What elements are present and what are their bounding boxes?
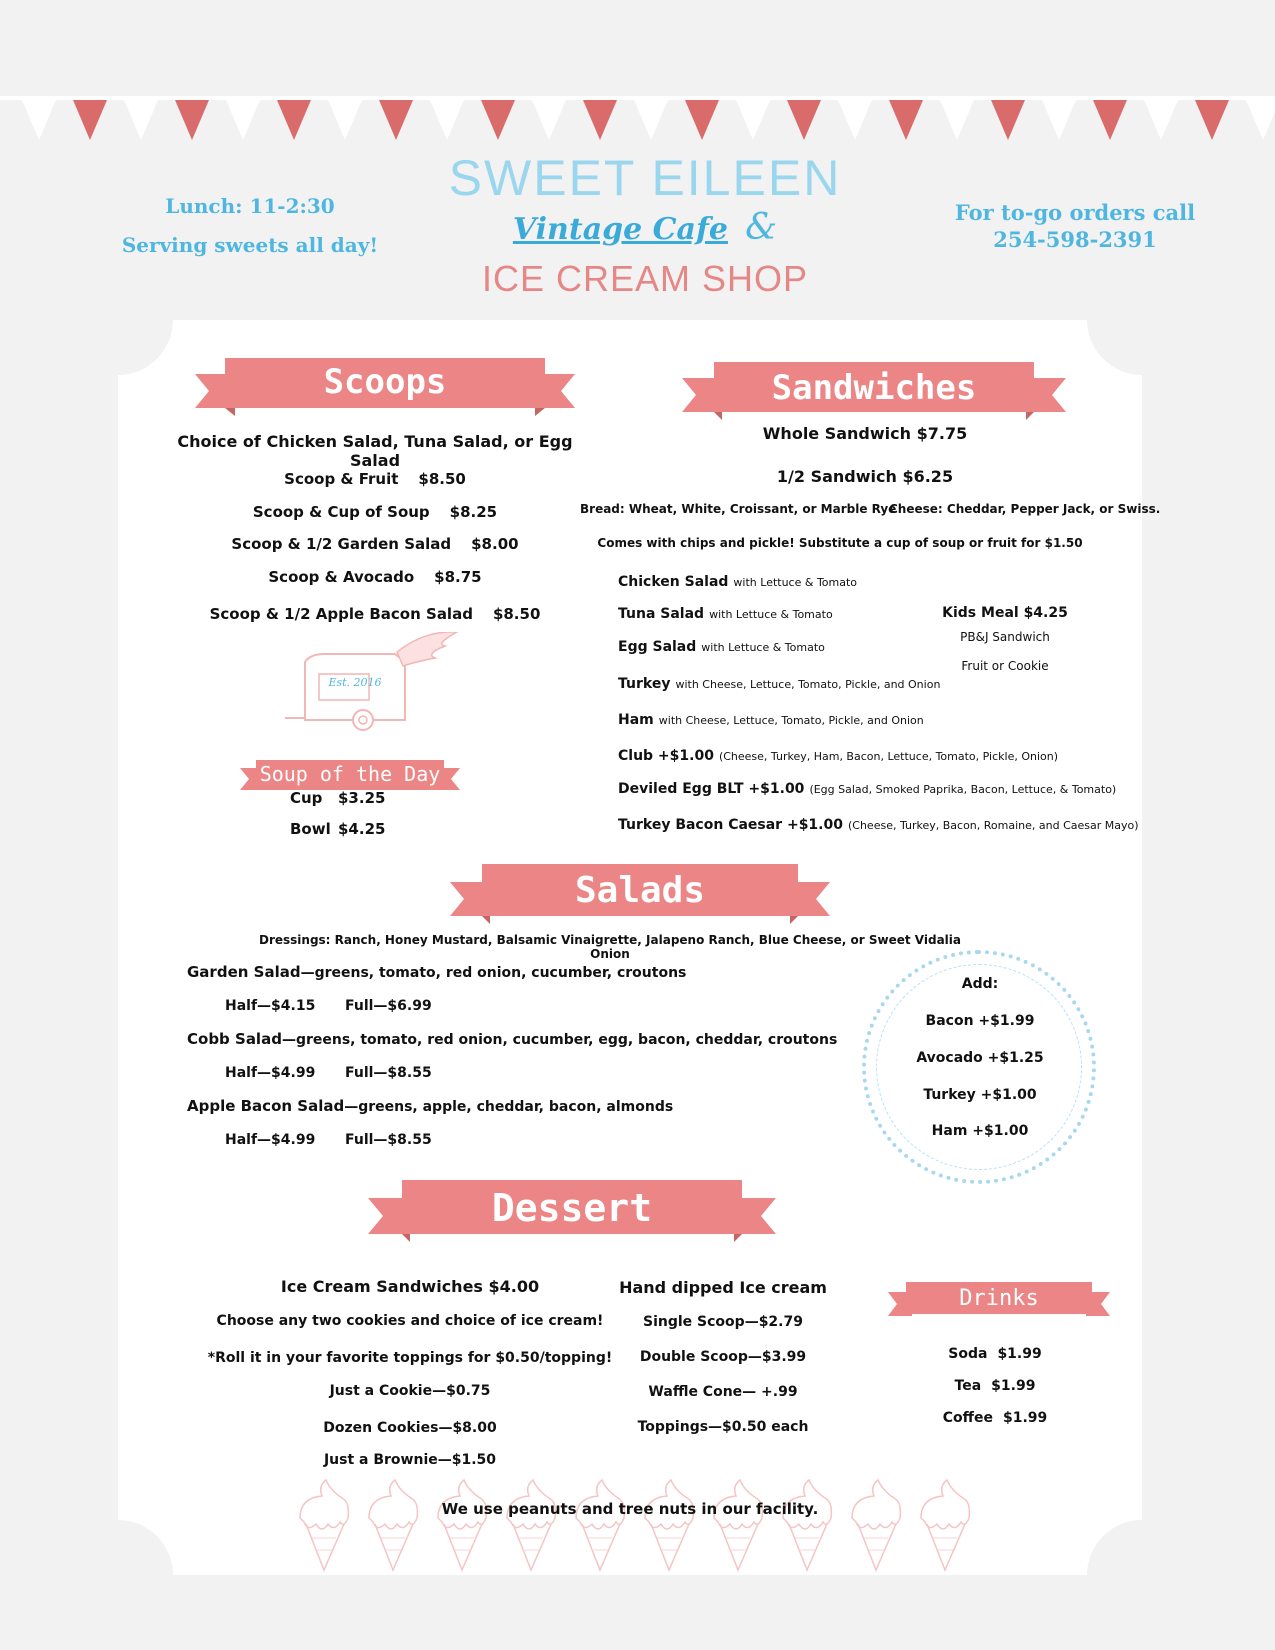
bread-options: Bread: Wheat, White, Croissant, or Marble Rye <box>580 502 897 516</box>
sandwich-item-name: Chicken Salad <box>618 574 729 590</box>
sandwiches-title: Sandwiches <box>771 368 977 408</box>
scoop-item-name: Scoop & Cup of Soup <box>252 503 430 521</box>
ice-cream-item: Double Scoop—$3.99 <box>639 1349 807 1365</box>
sandwich-item-detail: with Cheese, Lettuce, Tomato, Pickle, and Onion <box>658 714 924 727</box>
sandwich-item-detail: with Lettuce & Tomato <box>733 576 858 589</box>
salad-item-name: Apple Bacon Salad <box>187 1097 345 1115</box>
sandwich-item-name: Egg Salad <box>618 639 697 655</box>
half-sandwich-price: 1/2 Sandwich $6.25 <box>776 467 954 486</box>
sandwich-item-detail: (Egg Salad, Smoked Paprika, Bacon, Lettuce, & Tomato) <box>809 783 1117 796</box>
hours-text: Lunch: 11-2:30 <box>165 194 335 218</box>
bunting-flag <box>838 100 872 140</box>
salad-half-price: Half—$4.99 <box>225 1065 316 1081</box>
bunting-flag <box>685 100 719 140</box>
scoop-item <box>160 605 590 623</box>
scoop-item-price: $8.50 <box>418 470 466 488</box>
ice-cream-cone-icon <box>369 1480 417 1570</box>
scoop-item <box>160 470 590 488</box>
sweets-text: Serving sweets all day! <box>121 233 379 257</box>
salad-prices <box>225 998 432 1014</box>
logo-line1: SWEET EILEEN <box>448 150 842 206</box>
bunting-flag <box>226 100 260 140</box>
drink-name: Coffee <box>942 1410 993 1426</box>
sandwich-comes-with: Comes with chips and pickle! Substitute a cup of soup or fruit for $1.50 <box>597 536 1083 550</box>
drink-price: $1.99 <box>997 1346 1042 1362</box>
scoops-title: Scoops <box>323 362 447 402</box>
scoop-item-name: Scoop & 1/2 Apple Bacon Salad <box>209 605 473 623</box>
ice-cream-cone-icon <box>507 1480 555 1570</box>
phone-number[interactable]: 254-598-2391 <box>993 227 1157 252</box>
ice-cream-item: Waffle Cone— +.99 <box>648 1384 798 1400</box>
bunting-flag <box>73 100 107 140</box>
sandwich-item-name: Ham <box>618 712 654 728</box>
scoop-item-price: $8.75 <box>434 568 482 586</box>
ice-cream-cone-icon <box>576 1480 624 1570</box>
scoops-banner <box>195 356 575 418</box>
salad-prices <box>225 1065 432 1081</box>
scoop-item-price: $8.25 <box>449 503 498 521</box>
dressings-text: Dressings: Ranch, Honey Mustard, Balsamic Vinaigrette, Jalapeno Ranch, Blue Cheese, or Sweet Vidalia Onion <box>258 933 962 961</box>
ice-cream-cone-icon <box>645 1480 693 1570</box>
logo <box>420 150 870 302</box>
bunting-flag <box>1093 100 1127 140</box>
bunting-flag <box>736 100 770 140</box>
bunting-flag <box>1195 100 1229 140</box>
drink-name: Soda <box>948 1346 988 1362</box>
sandwich-item-name: Turkey <box>618 676 671 692</box>
scoop-item-price: $8.00 <box>471 535 519 553</box>
bunting-flag <box>583 100 617 140</box>
bunting-flag <box>379 100 413 140</box>
bunting-flag <box>787 100 821 140</box>
sandwich-item-detail: with Cheese, Lettuce, Tomato, Pickle, and Onion <box>675 678 941 691</box>
logo-line3: ICE CREAM SHOP <box>481 258 809 299</box>
salad-half-price: Half—$4.15 <box>225 998 316 1014</box>
bunting-flag <box>889 100 923 140</box>
sandwich-item <box>618 748 1058 764</box>
salad-item <box>187 963 686 981</box>
ice-cream-item: Single Scoop—$2.79 <box>643 1314 803 1330</box>
bunting-decoration <box>0 90 1275 150</box>
sandwich-item <box>618 712 924 728</box>
salad-full-price: Full—$6.99 <box>345 998 432 1014</box>
dessert-item: *Roll it in your favorite toppings for $0.50/topping! <box>207 1350 613 1366</box>
salad-item <box>187 1097 673 1115</box>
ice-cream-item: Toppings—$0.50 each <box>637 1419 809 1435</box>
sandwich-item <box>618 574 857 590</box>
salad-full-price: Full—$8.55 <box>345 1065 432 1081</box>
add-on-item: Ham +$1.00 <box>931 1123 1029 1139</box>
soup-item-name: Bowl <box>290 820 331 838</box>
bunting-flag <box>175 100 209 140</box>
scoop-item-name: Scoop & Fruit <box>284 470 399 488</box>
salad-half-price: Half—$4.99 <box>225 1132 316 1148</box>
ice-cream-item: Hand dipped Ice cream <box>619 1278 827 1297</box>
soup-item-price: $4.25 <box>338 820 386 838</box>
dessert-item: Ice Cream Sandwiches $4.00 <box>280 1277 540 1296</box>
salad-item-desc: —greens, apple, cheddar, bacon, almonds <box>344 1099 674 1115</box>
bunting-flag <box>1144 100 1178 140</box>
salad-item-name: Cobb Salad <box>187 1030 282 1048</box>
bunting-flag <box>991 100 1025 140</box>
ice-cream-cone-icon <box>921 1480 969 1570</box>
sandwich-item <box>618 676 940 692</box>
soup-item <box>290 789 410 807</box>
soup-title: Soup of the Day <box>259 762 441 786</box>
bunting-flag <box>277 100 311 140</box>
ice-cream-cone-icon <box>783 1480 831 1570</box>
drink-name: Tea <box>954 1378 982 1394</box>
soup-item-name: Cup <box>290 789 323 807</box>
sandwich-item <box>618 817 1139 833</box>
bunting-flag <box>328 100 362 140</box>
dessert-title: Dessert <box>491 1186 653 1230</box>
bunting-flag <box>1246 100 1275 140</box>
salad-item-name: Garden Salad <box>187 963 301 981</box>
kids-meal-title: Kids Meal $4.25 <box>942 605 1068 621</box>
bunting-flag <box>124 100 158 140</box>
scoop-item <box>160 568 590 586</box>
sandwich-item-name: Deviled Egg BLT +$1.00 <box>618 781 805 797</box>
drink-item <box>930 1410 1060 1426</box>
dessert-item: Just a Brownie—$1.50 <box>323 1452 497 1468</box>
scoop-item-name: Scoop & 1/2 Garden Salad <box>231 535 452 553</box>
sandwich-item <box>618 639 825 655</box>
ice-cream-cone-icon <box>300 1480 348 1570</box>
dessert-banner <box>368 1180 776 1244</box>
drinks-banner <box>888 1282 1110 1324</box>
salad-item <box>187 1030 837 1048</box>
sandwich-item-detail: with Lettuce & Tomato <box>709 608 833 621</box>
sandwich-item <box>618 606 833 622</box>
sandwich-item-detail: with Lettuce & Tomato <box>701 641 825 654</box>
add-on-item: Turkey +$1.00 <box>923 1087 1037 1103</box>
soup-item-price: $3.25 <box>338 789 386 807</box>
dessert-item: Choose any two cookies and choice of ice cream! <box>216 1313 604 1329</box>
drinks-title: Drinks <box>959 1286 1039 1311</box>
trailer-badge: Est. 2016 <box>328 676 382 689</box>
ice-cream-cone-icon <box>852 1480 900 1570</box>
whole-sandwich-price: Whole Sandwich $7.75 <box>762 424 968 443</box>
salads-title: Salads <box>574 870 706 911</box>
bunting-flag <box>940 100 974 140</box>
logo-amp: & <box>745 207 778 248</box>
logo-line2: Vintage Cafe <box>512 212 728 247</box>
ice-cream-cone-icon <box>438 1480 486 1570</box>
sandwich-item <box>618 781 1116 797</box>
salad-item-desc: —greens, tomato, red onion, cucumber, egg, bacon, cheddar, croutons <box>281 1032 838 1048</box>
add-ons-title: Add: <box>961 976 999 992</box>
sandwich-item-name: Tuna Salad <box>618 606 705 622</box>
bunting-flag <box>532 100 566 140</box>
sandwich-item-name: Club +$1.00 <box>618 748 714 764</box>
add-on-item: Avocado +$1.25 <box>916 1050 1044 1066</box>
scoop-item <box>160 535 590 553</box>
add-on-item: Bacon +$1.99 <box>925 1013 1035 1029</box>
scoop-item-price: $8.50 <box>492 605 541 623</box>
ice-cream-cones-decoration <box>290 1478 990 1576</box>
kids-meal-line2: Fruit or Cookie <box>961 659 1049 673</box>
allergy-note: We use peanuts and tree nuts in our facility. <box>441 1500 819 1518</box>
sandwiches-banner <box>682 362 1066 422</box>
ice-cream-cone-icon <box>714 1480 762 1570</box>
dessert-item: Dozen Cookies—$8.00 <box>323 1420 497 1436</box>
scoops-subtitle: Choice of Chicken Salad, Tuna Salad, or Egg Salad <box>177 432 573 470</box>
bunting-flag <box>22 100 56 140</box>
soup-item <box>290 820 410 838</box>
salad-prices <box>225 1132 432 1148</box>
drink-item <box>930 1378 1060 1394</box>
scoop-item <box>160 503 590 521</box>
drink-price: $1.99 <box>991 1378 1036 1394</box>
drink-item <box>930 1346 1060 1362</box>
scoop-item-name: Scoop & Avocado <box>268 568 415 586</box>
salad-item-desc: —greens, tomato, red onion, cucumber, croutons <box>300 965 687 981</box>
bunting-flag <box>634 100 668 140</box>
bunting-flag <box>481 100 515 140</box>
sandwich-item-name: Turkey Bacon Caesar +$1.00 <box>618 817 843 833</box>
salad-full-price: Full—$8.55 <box>345 1132 432 1148</box>
bunting-flag <box>1042 100 1076 140</box>
togo-text: For to-go orders call <box>954 200 1196 225</box>
dessert-item: Just a Cookie—$0.75 <box>329 1383 491 1399</box>
cheese-options: Cheese: Cheddar, Pepper Jack, or Swiss. <box>889 502 1161 516</box>
drink-price: $1.99 <box>1002 1410 1048 1426</box>
sandwich-item-detail: (Cheese, Turkey, Ham, Bacon, Lettuce, Tomato, Pickle, Onion) <box>718 750 1059 763</box>
salads-banner <box>450 864 830 926</box>
sandwich-item-detail: (Cheese, Turkey, Bacon, Romaine, and Caesar Mayo) <box>847 819 1139 832</box>
bunting-flag <box>430 100 464 140</box>
kids-meal-line1: PB&J Sandwich <box>960 630 1050 644</box>
